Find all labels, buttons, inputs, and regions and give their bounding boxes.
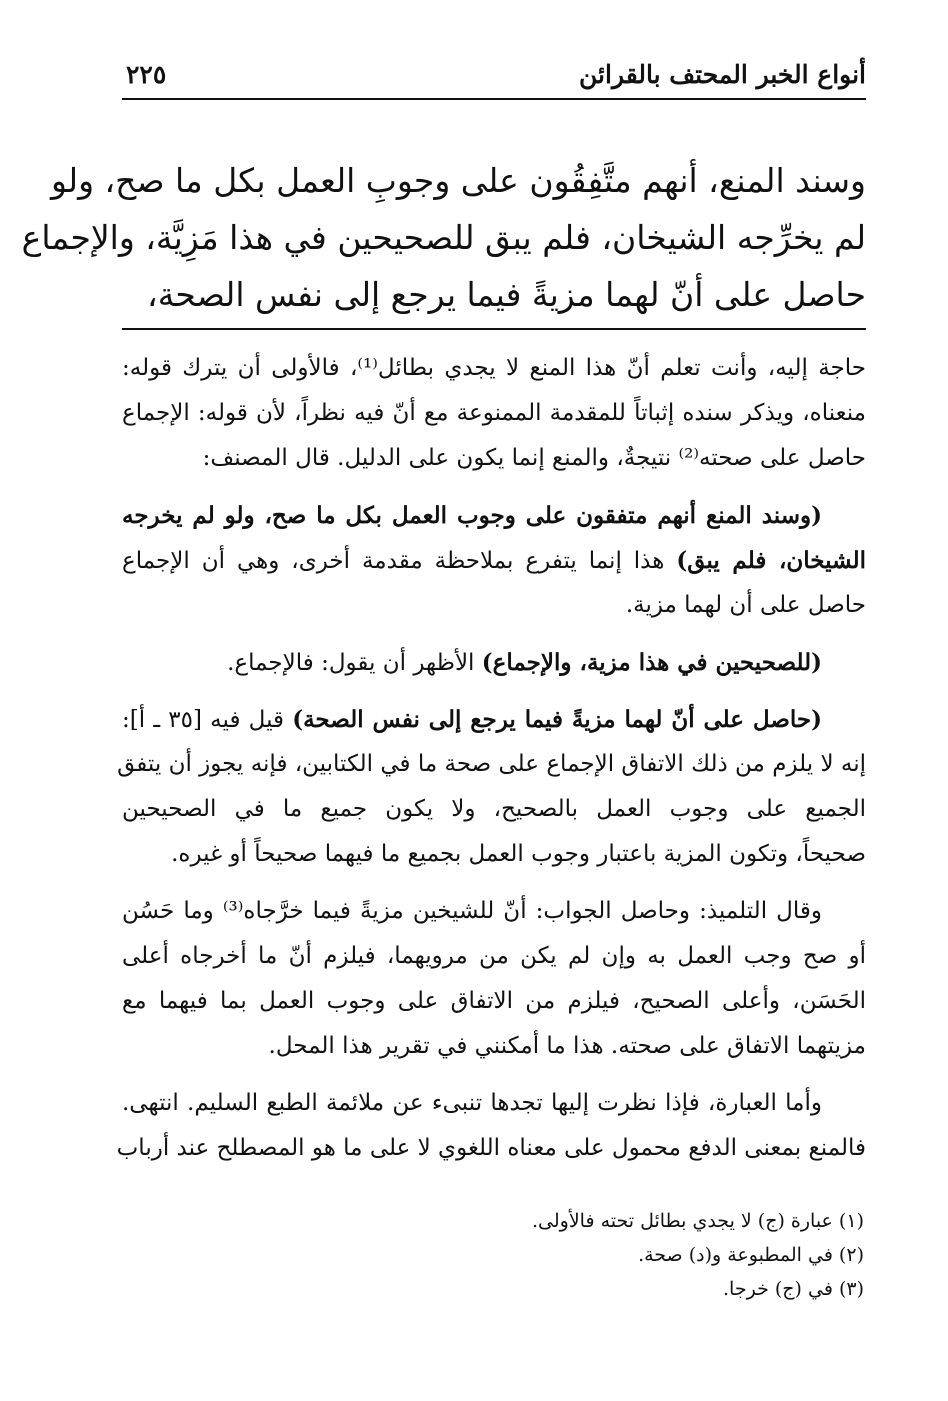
quoted-text: (حاصل على أنّ لهما مزيةً فيما يرجع إلى نفس الصحة) xyxy=(292,706,822,733)
commentary-paragraph xyxy=(122,640,866,685)
commentary xyxy=(116,346,866,1171)
commentary-line: الجميع على وجوب العمل بالصحيح، ولا يكون جميع ما في الصحيحين xyxy=(122,796,866,822)
quoted-text: (للصحيحين في هذا مزية، والإجماع) xyxy=(481,649,822,676)
footnote: (١) عبارة (ج) لا يجدي بطائل تحته فالأولى. xyxy=(531,1210,864,1232)
chapter-title: أنواع الخبر المحتف بالقرائن xyxy=(579,60,866,89)
page-number: ٢٢٥ xyxy=(126,60,167,89)
commentary-paragraph xyxy=(116,1081,866,1171)
commentary-line: حاصل على أن لهما مزية. xyxy=(625,592,866,618)
footnotes xyxy=(122,1204,866,1306)
quoted-text: الشيخان، فلم يبق) xyxy=(676,547,866,574)
commentary-line: مزيتهما الاتفاق على صحته. هذا ما أمكنني في تقرير هذا المحل. xyxy=(268,1033,866,1059)
commentary-line: حاصل على صحته⁽²⁾ نتيجةٌ، والمنع إنما يكون على الدليل. قال المصنف: xyxy=(202,445,866,471)
commentary-paragraph xyxy=(117,697,866,877)
commentary-line: منعناه، ويذكر سنده إثباتاً للمقدمة الممنوعة مع أنّ فيه نظراً، لأن قوله: الإجماع xyxy=(122,400,866,426)
commentary-paragraph xyxy=(122,346,866,481)
commentary-line: الحَسَن، وأعلى الصحيح، فيلزم من الاتفاق على وجوب العمل بما فيهما مع xyxy=(122,988,866,1014)
footnote: (٢) في المطبوعة و(د) صحة. xyxy=(638,1244,864,1266)
commentary-line: وقال التلميذ: وحاصل الجواب: أنّ للشيخين مزيةً فيما خرَّجاه⁽³⁾ وما حَسُن xyxy=(122,898,822,924)
quoted-text-line: (وسند المنع أنهم متفقون على وجوب العمل بكل ما صح، ولو لم يخرجه xyxy=(122,502,822,529)
commentary-line xyxy=(122,697,866,742)
commentary-paragraph xyxy=(122,889,866,1069)
commentary-paragraph xyxy=(122,493,866,628)
running-header xyxy=(122,58,866,100)
commentary-line: فالمنع بمعنى الدفع محمول على معناه اللغوي لا على ما هو المصطلح عند أرباب xyxy=(116,1135,866,1161)
main-text xyxy=(21,152,866,323)
commentary-line xyxy=(122,640,866,685)
main-text-line: وسند المنع، أنهم متَّفِقُون على وجوبِ العمل بكل ما صح، ولو xyxy=(51,161,866,200)
commentary-line: إنه لا يلزم من ذلك الاتفاق الإجماع على صحة ما في الكتابين، فإنه يجوز أن يتفق xyxy=(117,751,866,777)
footnote: (٣) في (ج) خرجا. xyxy=(723,1278,864,1300)
section-divider xyxy=(122,328,866,330)
commentary-line: أو صح وجب العمل به وإن لم يكن من مرويهما، فيلزم أنّ ما أخرجاه أعلى xyxy=(122,943,866,969)
commentary-line xyxy=(122,538,866,583)
main-text-line: حاصل على أنّ لهما مزيةً فيما يرجع إلى نفس الصحة، xyxy=(147,275,866,314)
commentary-line: وأما العبارة، فإذا نظرت إليها تجدها تنبىء عن ملائمة الطبع السليم. انتهى. xyxy=(122,1090,822,1116)
commentary-text: الأظهر أن يقول: فالإجماع. xyxy=(227,650,482,676)
commentary-text: هذا إنما يتفرع بملاحظة مقدمة أخرى، وهي أن الإجماع xyxy=(122,548,677,574)
commentary-text: قيل فيه [٣٥ ـ أ]: xyxy=(122,707,293,733)
main-text-line: لم يخرِّجه الشيخان، فلم يبق للصحيحين في هذا مَزِيَّة، والإجماع xyxy=(21,218,866,257)
commentary-line: صحيحاً، وتكون المزية باعتبار وجوب العمل بجميع ما فيهما صحيحاً أو غيره. xyxy=(171,841,866,867)
commentary-line: حاجة إليه، وأنت تعلم أنّ هذا المنع لا يجدي بطائل⁽¹⁾، فالأولى أن يترك قوله: xyxy=(122,355,866,381)
